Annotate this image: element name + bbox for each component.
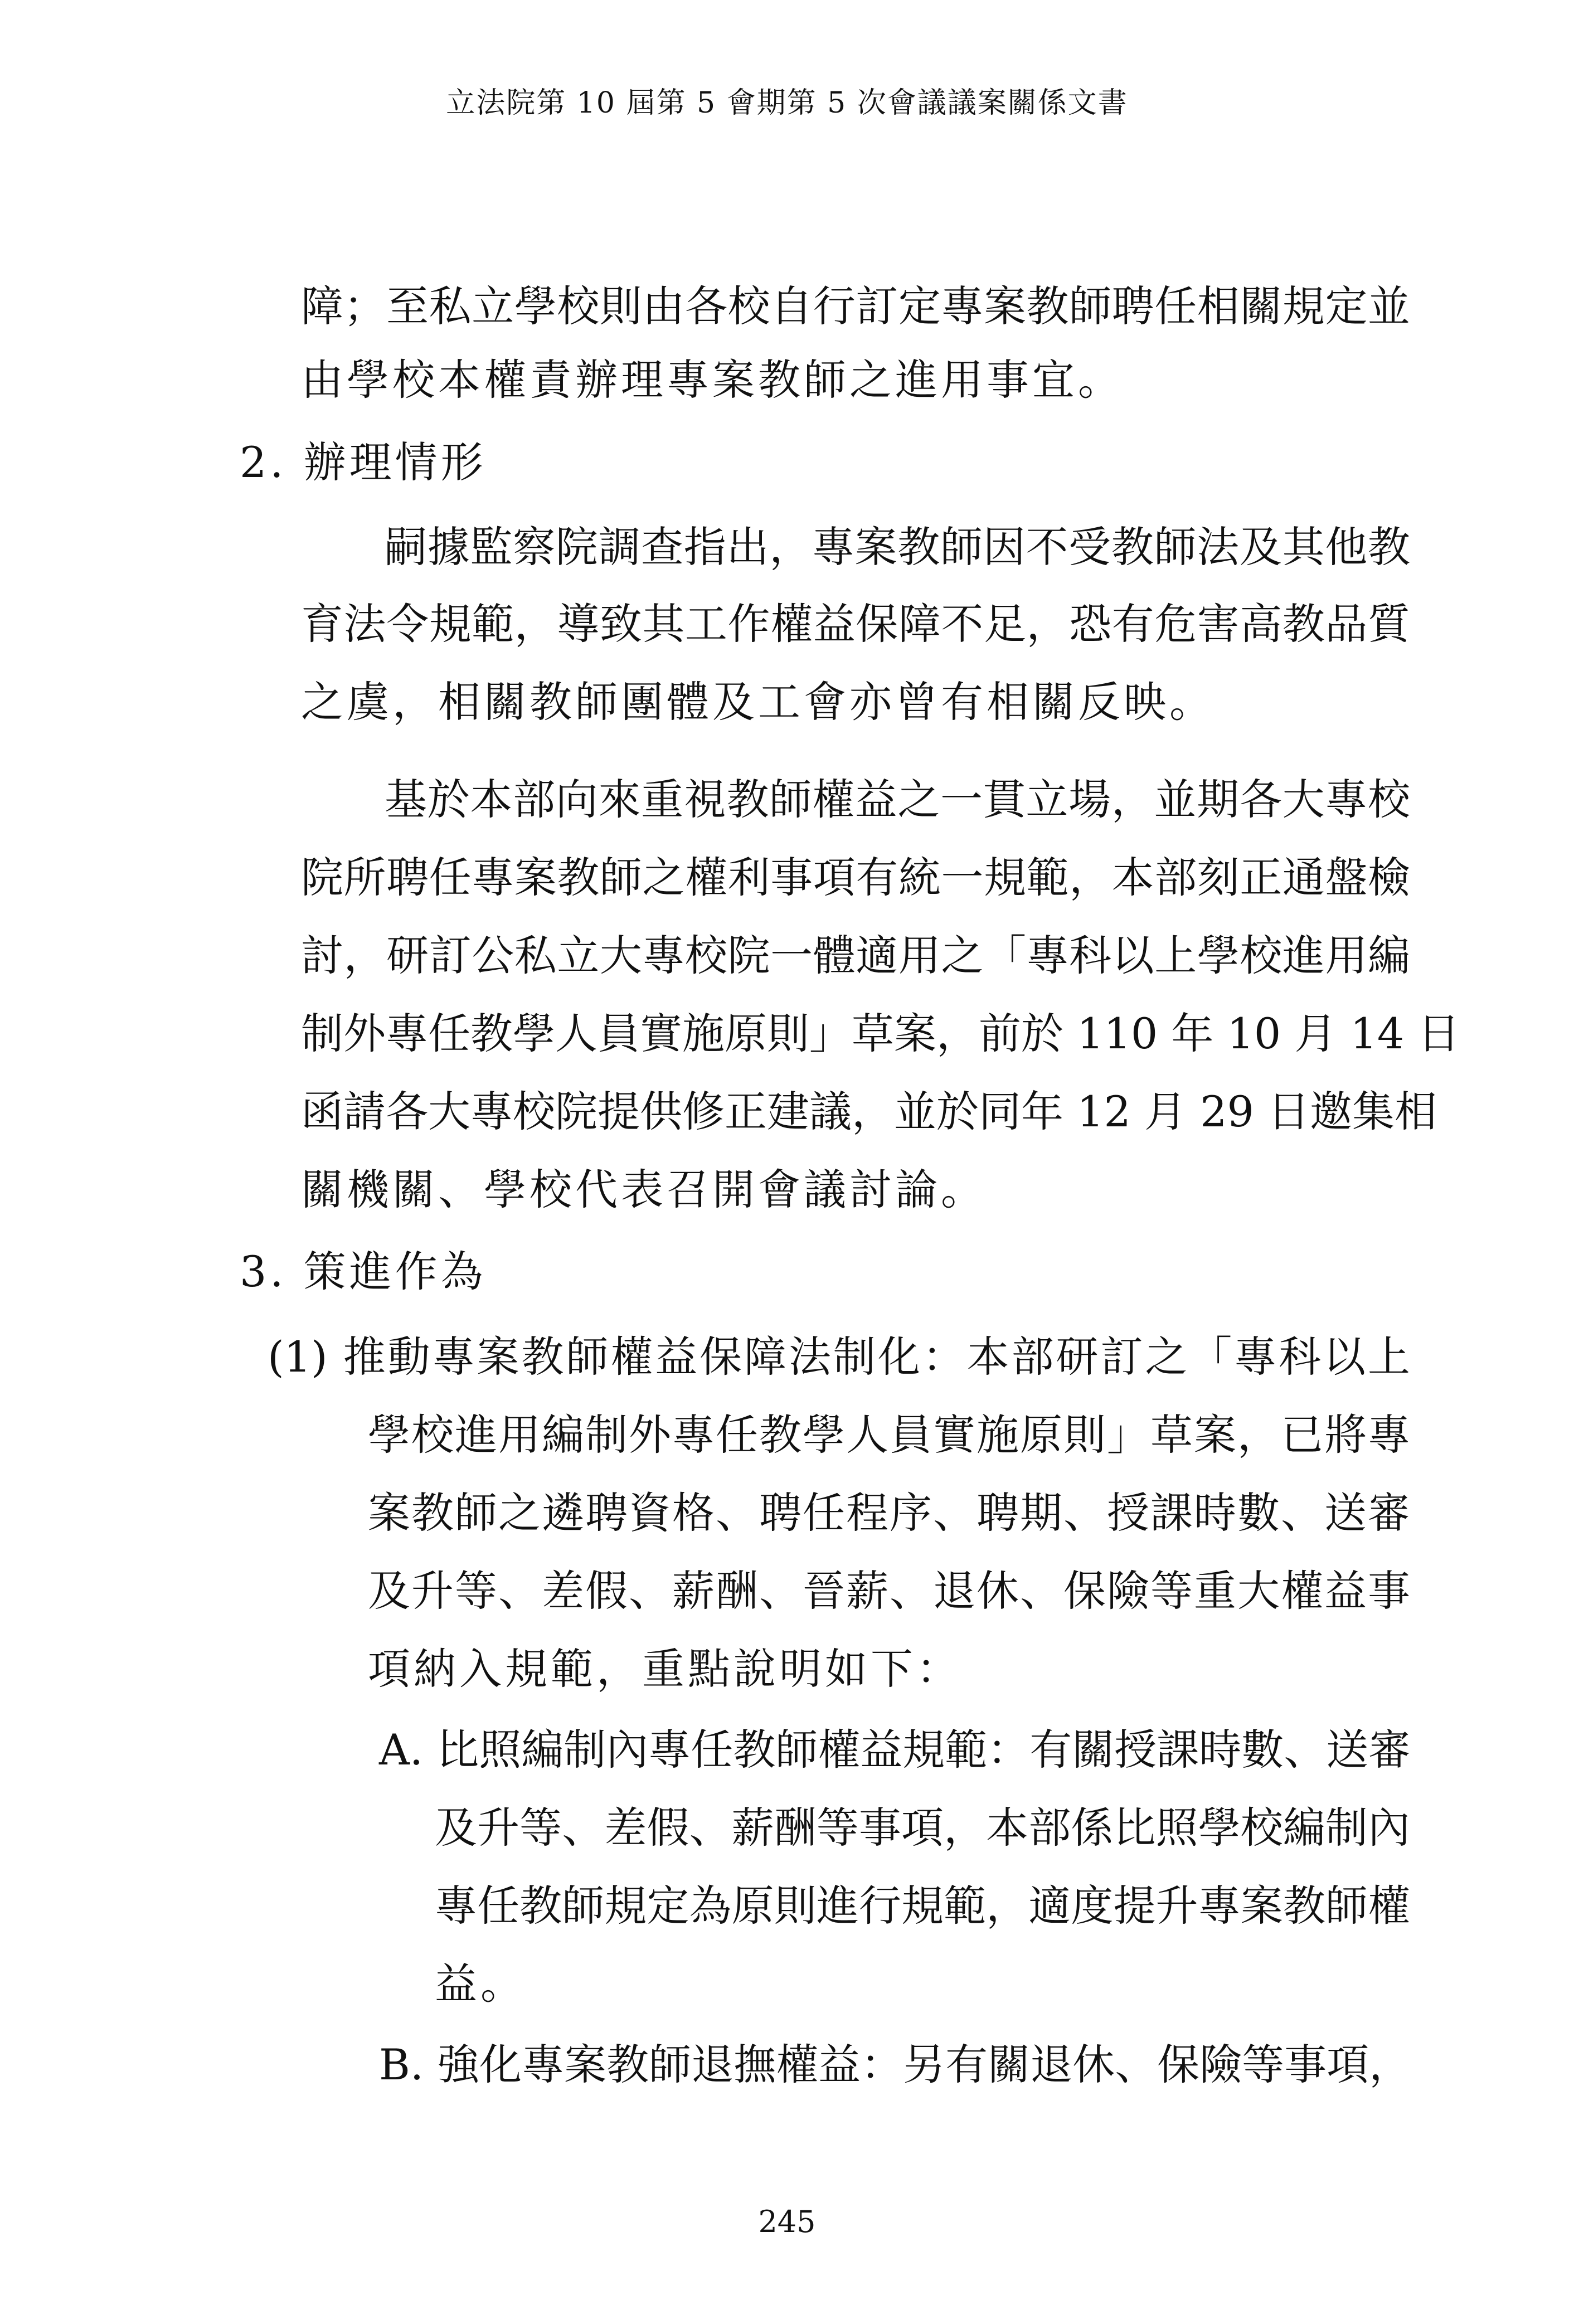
sub-item-line: B. 強化專案教師退撫權益：另有關退休、保險等事項， [379, 2040, 1412, 2089]
section-heading: 2. 辦理情形 [240, 437, 487, 487]
list-item-line: (1) 推動專案教師權益保障法制化：本部研訂之「專科以上 [268, 1332, 1410, 1382]
section-heading: 3. 策進作為 [240, 1247, 487, 1296]
sub-item-line: 專任教師規定為原則進行規範，適度提升專案教師權 [435, 1881, 1410, 1931]
body-line: 院所聘任專案教師之權利事項有統一規範，本部刻正通盤檢 [301, 853, 1410, 902]
body-line: 基於本部向來重視教師權益之一貫立場，並期各大專校 [385, 775, 1410, 824]
body-line: 由學校本權責辦理專案教師之進用事宜。 [301, 355, 1124, 405]
page-number: 245 [758, 2204, 816, 2239]
list-item-line: 案教師之遴聘資格、聘任程序、聘期、授課時數、送審 [368, 1488, 1410, 1538]
document-header: 立法院第 10 屆第 5 會期第 5 次會議議案關係文書 [446, 86, 1128, 120]
body-line: 之虞，相關教師團體及工會亦曾有相關反映。 [301, 677, 1215, 727]
list-item-line: 項納入規範，重點說明如下： [368, 1644, 962, 1694]
body-line: 討，研訂公私立大專校院一體適用之「專科以上學校進用編 [301, 931, 1410, 980]
sub-item-line: A. 比照編制內專任教師權益規範：有關授課時數、送審 [379, 1725, 1411, 1774]
list-item-line: 學校進用編制外專任教學人員實施原則」草案，已將專 [368, 1410, 1410, 1460]
list-item-line: 及升等、差假、薪酬、晉薪、退休、保險等重大權益事 [368, 1566, 1410, 1616]
sub-item-line: 益。 [435, 1959, 526, 2009]
body-line: 函請各大專校院提供修正建議，並於同年 12 月 29 日邀集相 [301, 1087, 1437, 1136]
body-line: 制外專任教學人員實施原則」草案，前於 110 年 10 月 14 日 [301, 1009, 1460, 1058]
body-line: 關機關、學校代表召開會議討論。 [301, 1165, 987, 1214]
body-line: 育法令規範，導致其工作權益保障不足，恐有危害高教品質 [301, 599, 1410, 649]
body-line: 嗣據監察院調查指出，專案教師因不受教師法及其他教 [385, 522, 1410, 572]
sub-item-line: 及升等、差假、薪酬等事項，本部係比照學校編制內 [435, 1803, 1410, 1853]
body-line: 障；至私立學校則由各校自行訂定專案教師聘任相關規定並 [301, 281, 1410, 331]
